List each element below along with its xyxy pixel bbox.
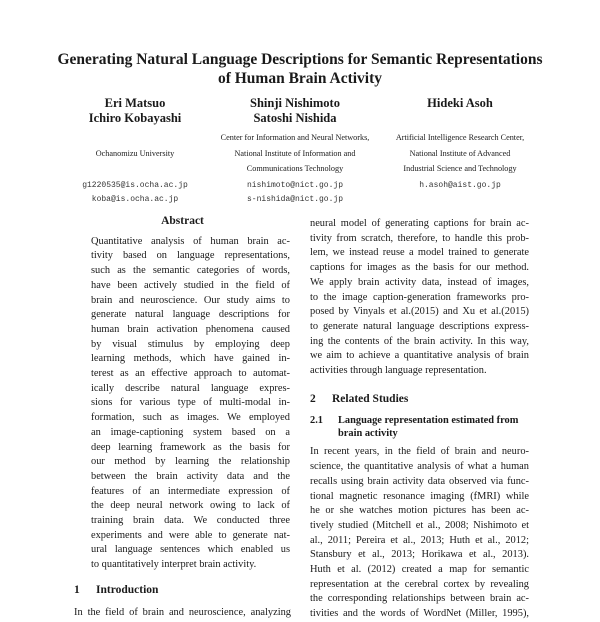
section-title: Related Studies — [332, 392, 409, 405]
text-line: have been actively studied in the field of — [91, 279, 290, 291]
text-line: tively studied (Mitchell et al., 2008; Nishimoto et — [310, 519, 529, 531]
text-line: neural model of generating captions for brain ac- — [310, 218, 529, 229]
text-line: such as the semantic categories of words, — [91, 265, 290, 277]
text-line: Stansbury et al., 2013; Horikawa et al., 2013). — [310, 549, 529, 561]
section-heading-introduction — [74, 583, 291, 598]
section-number: 1 — [74, 583, 80, 596]
paper-title — [0, 50, 600, 88]
text-line: features of an intermediate expression of — [91, 485, 290, 497]
author-email[interactable]: s-nishida@nict.go.jp — [246, 194, 343, 204]
author-name: Ichiro Kobayashi — [88, 111, 182, 125]
text-line: sions for various type of multi-modal in- — [91, 397, 290, 409]
author-name: Eri Matsuo — [104, 96, 166, 110]
text-line: tivities and the words of WordNet (Miller, 1995), — [310, 608, 529, 620]
left-column — [74, 214, 291, 620]
subsection-title-line: brain activity — [338, 428, 398, 440]
author-name: Satoshi Nishida — [253, 111, 337, 125]
text-line: In the field of brain and neuroscience, analyzing — [74, 606, 291, 618]
author-group-3 — [380, 96, 540, 193]
text-line: formation, such as images. We employed — [91, 412, 290, 424]
text-line: we aim to achieve a quantitative analysis of brain — [310, 350, 529, 362]
author-email[interactable]: nishimoto@nict.go.jp — [246, 180, 343, 190]
text-line: ing the contents of the brain activity. In this way, — [310, 335, 529, 347]
affiliation-line: Artificial Intelligence Research Center, — [395, 133, 525, 142]
text-line: science, the quantitative analysis of what a human — [310, 461, 529, 473]
affiliation-line: National Institute of Information and — [234, 148, 356, 158]
text-line: recalls using brain activity data observed via func- — [310, 475, 529, 487]
text-line: Huth et al. (2012) created a map for semantic — [310, 564, 529, 576]
abstract-body — [74, 235, 291, 573]
text-line: tional magnetic resonance imaging (fMRI) while — [310, 490, 529, 502]
text-line: tivity based on language representations, — [91, 250, 290, 262]
paper-title-line-1: Generating Natural Language Descriptions for Semantic Representations — [57, 51, 543, 68]
section-title: Introduction — [96, 583, 159, 596]
text-line: activities through language representation. — [310, 365, 487, 377]
section-number: 2 — [310, 392, 316, 405]
text-line: training brain data. We conducted three — [91, 515, 290, 527]
text-line: terest as an effective approach to automat- — [91, 368, 290, 380]
text-line: human brain activation phenomena caused — [91, 323, 290, 335]
text-line: Quantitative analysis of human brain ac- — [91, 235, 290, 247]
subsection-title-line: Language representation estimated from — [338, 415, 519, 427]
right-column — [310, 217, 529, 622]
author-email[interactable]: h.asoh@aist.go.jp — [419, 180, 501, 190]
paper-title-line-2: of Human Brain Activity — [217, 70, 383, 87]
abstract-heading: Abstract — [161, 215, 204, 227]
text-line: the deep neural network owing to lack of — [91, 500, 290, 512]
text-line: ically describe natural language expres- — [91, 382, 290, 394]
author-name: Hideki Asoh — [427, 96, 493, 110]
text-line: generate natural language descriptions for — [91, 309, 290, 321]
text-line: representation at the cerebral cortex by revealing — [310, 578, 529, 590]
text-line: In recent years, in the field of brain and neuro- — [310, 446, 529, 458]
affiliation-line: Industrial Science and Technology — [403, 164, 517, 173]
author-name: Shinji Nishimoto — [250, 96, 340, 110]
affiliation-line — [60, 130, 210, 146]
text-line: an image-captioning system based on a — [91, 426, 290, 438]
subsection-number: 2.1 — [310, 415, 323, 427]
subsection-heading-2-1 — [310, 414, 529, 440]
text-line: between the brain activity data and the — [91, 470, 290, 482]
text-line: our method by learning the relationship — [91, 456, 290, 468]
text-line: ural language sentences which enabled us — [91, 544, 290, 556]
text-line: to quantitatively interpret brain activity. — [91, 559, 257, 571]
section-heading-related-studies — [310, 392, 529, 407]
text-line: al., 2011; Pereira et al., 2013; Huth et al., 2012; — [310, 534, 529, 546]
text-line: tivity from scratch, therefore, to handle this prob- — [310, 232, 529, 244]
text-line: to generate natural language descriptions express- — [310, 320, 529, 332]
author-group-1 — [60, 96, 210, 207]
text-line: by visual stimulus by employing deep — [91, 338, 290, 350]
affiliation-line: Center for Information and Neural Networks, — [220, 133, 370, 142]
author-name — [380, 111, 540, 126]
author-email[interactable]: koba@is.ocha.ac.jp — [91, 194, 179, 204]
text-line: lem, we instead reuse a model trained to generate — [310, 247, 529, 259]
author-email[interactable]: g1220535@is.ocha.ac.jp — [82, 180, 188, 190]
text-line: he or she watches motion pictures has been ac- — [310, 505, 529, 517]
affiliation-line: Communications Technology — [246, 164, 344, 173]
text-line: We apply brain activity data, instead of images, — [310, 276, 529, 288]
affiliation-line — [60, 161, 210, 177]
text-line: learning methods, which have gained in- — [91, 353, 290, 365]
text-line: captions for images as the basis for our method. — [310, 262, 529, 274]
text-line: brain and neuroscience. Our study aims to — [91, 294, 290, 306]
affiliation-line: Ochanomizu University — [95, 148, 175, 158]
text-line: deep learning framework as the basis for — [91, 441, 290, 453]
subsection-title — [338, 414, 518, 440]
affiliation-line: National Institute of Advanced — [409, 148, 511, 158]
author-group-2 — [220, 96, 370, 207]
text-line: posed by Vinyals et al.(2015) and Xu et al.(2015) — [310, 306, 529, 318]
text-line: to the image caption-generation frameworks pro- — [310, 291, 529, 303]
text-line: experiments and were able to generate nat- — [91, 529, 290, 541]
text-line: the corresponding relationships between brain ac- — [310, 593, 529, 605]
